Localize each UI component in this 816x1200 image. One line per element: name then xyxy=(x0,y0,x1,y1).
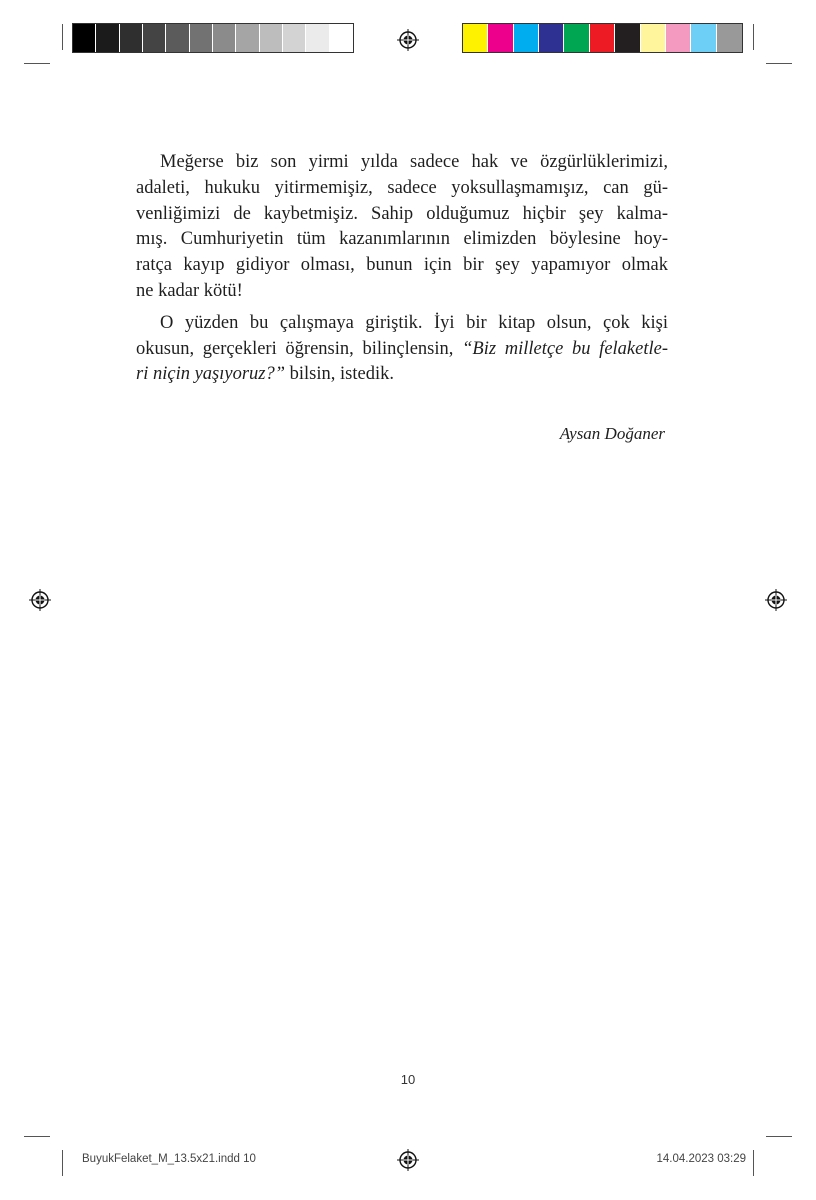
slug-filename: BuyukFelaket_M_13.5x21.indd 10 xyxy=(82,1153,256,1165)
registration-mark-icon xyxy=(765,589,787,611)
color-swatch xyxy=(463,24,488,52)
text-line: mış. Cumhuriyetin tüm kazanımlarının elimizden böylesine hoy- xyxy=(136,229,668,250)
color-swatch xyxy=(666,24,691,52)
text-line: ne kadar kötü! xyxy=(136,280,243,301)
text-line xyxy=(136,362,668,388)
crop-mark xyxy=(24,1136,50,1137)
color-swatch xyxy=(717,24,742,52)
registration-mark-icon xyxy=(29,589,51,611)
italic-quote: ri niçin yaşıyoruz?” xyxy=(136,364,286,385)
crop-mark xyxy=(62,24,63,50)
crop-mark xyxy=(753,1150,754,1176)
color-swatch xyxy=(306,24,329,52)
italic-quote: “Biz milletçe bu felaketle- xyxy=(462,338,669,359)
color-swatch xyxy=(190,24,213,52)
text-line xyxy=(136,337,668,363)
color-swatch xyxy=(330,24,353,52)
text-line: O yüzden bu çalışmaya giriştik. İyi bir kitap olsun, çok kişi xyxy=(160,312,668,333)
author-signature: Aysan Doğaner xyxy=(559,424,665,443)
crop-mark xyxy=(24,63,50,64)
color-swatch xyxy=(564,24,589,52)
grayscale-color-bar xyxy=(72,23,354,53)
color-swatch xyxy=(514,24,539,52)
color-swatch xyxy=(120,24,143,52)
text-line: Meğerse biz son yirmi yılda sadece hak ve özgürlüklerimizi, xyxy=(160,152,668,172)
color-swatch xyxy=(260,24,283,52)
registration-mark-icon xyxy=(397,1149,419,1171)
text-line: adaleti, hukuku yitirmemişiz, sadece yoksullaşmamışız, can gü- xyxy=(136,177,668,198)
text-run: bilsin, istedik. xyxy=(285,364,394,385)
color-swatch xyxy=(73,24,96,52)
crop-mark xyxy=(62,1150,63,1176)
color-swatch xyxy=(539,24,564,52)
color-swatch xyxy=(615,24,640,52)
paragraph xyxy=(136,311,668,388)
color-swatch xyxy=(166,24,189,52)
color-swatch xyxy=(691,24,716,52)
process-color-bar xyxy=(462,23,743,53)
slug-date: 14.04.2023 03:29 xyxy=(656,1153,746,1165)
color-swatch xyxy=(488,24,513,52)
crop-mark xyxy=(766,63,792,64)
crop-mark xyxy=(766,1136,792,1137)
color-swatch xyxy=(590,24,615,52)
paragraph xyxy=(136,150,668,305)
crop-mark xyxy=(753,24,754,50)
page-number: 10 xyxy=(400,1072,416,1087)
body-text xyxy=(136,150,668,388)
color-swatch xyxy=(236,24,259,52)
text-run: okusun, gerçekleri öğrensin, bilinçlensin, xyxy=(136,338,463,359)
color-swatch xyxy=(96,24,119,52)
color-swatch xyxy=(213,24,236,52)
color-swatch xyxy=(143,24,166,52)
registration-mark-icon xyxy=(397,29,419,51)
color-swatch xyxy=(283,24,306,52)
text-line: venliğimizi de kaybetmişiz. Sahip olduğumuz hiçbir şey kalma- xyxy=(136,203,668,224)
text-line: ratça kayıp gidiyor olması, bunun için bir şey yapamıyor olmak xyxy=(136,255,668,276)
color-swatch xyxy=(641,24,666,52)
